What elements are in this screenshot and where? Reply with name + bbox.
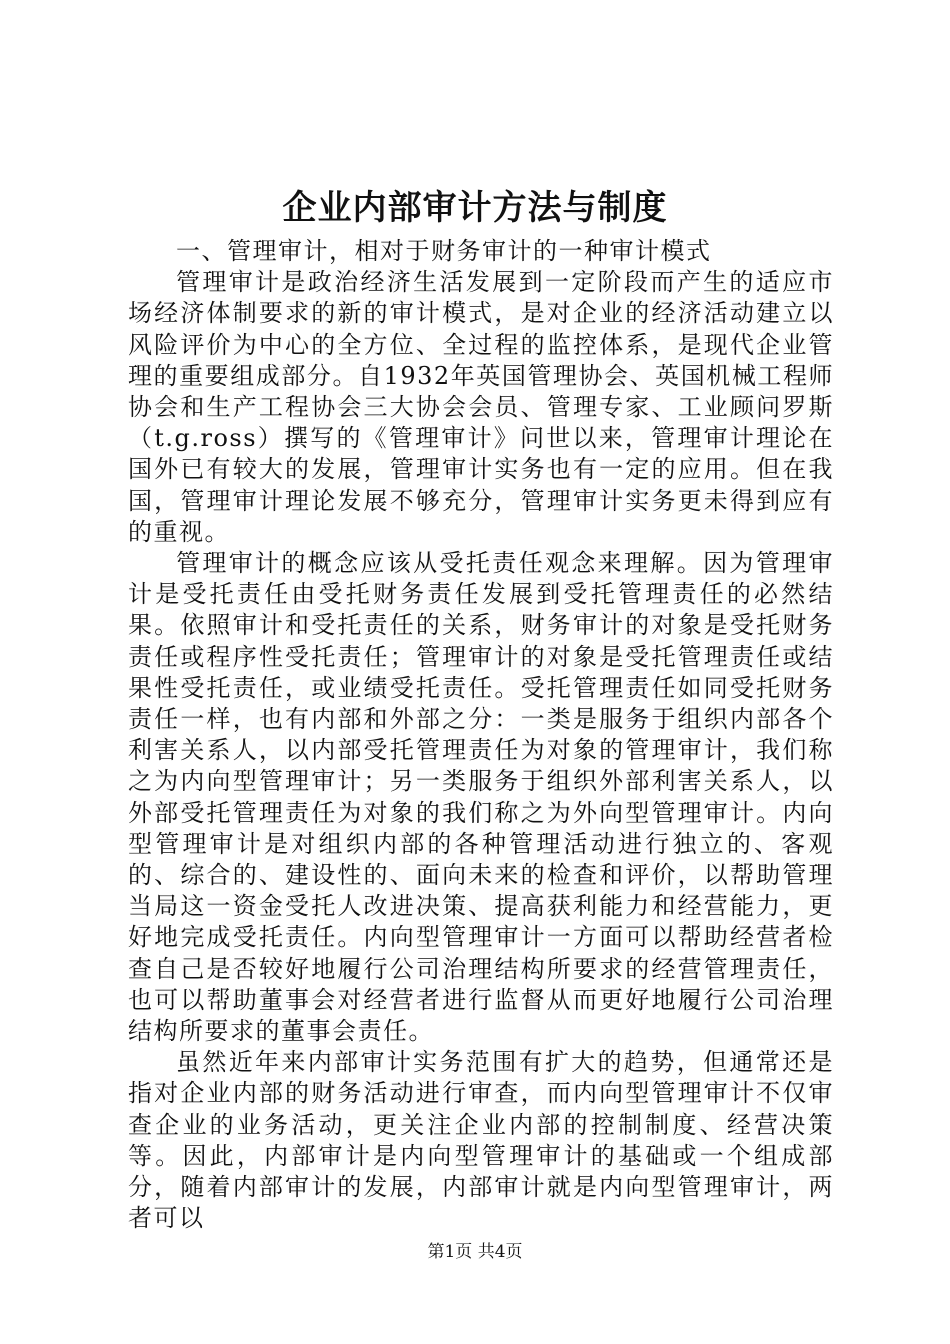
paragraph-3: 虽然近年来内部审计实务范围有扩大的趋势，但通常还是指对企业内部的财务活动进行审查，而内向型管理审计不仅审查企业的业务活动，更关注企业内部的控制制度、经营决策等。因此，内部审计是内向型管理审计的基础或一个组成部分，随着内部审计的发展，内部审计就是内向型管理审计，两者可以	[128, 1048, 834, 1233]
page-footer: 第1页 共4页	[427, 1242, 523, 1262]
document-title: 企业内部审计方法与制度	[282, 188, 668, 228]
section-heading: 一、管理审计，相对于财务审计的一种审计模式	[176, 237, 712, 265]
paragraph-1: 管理审计是政治经济生活发展到一定阶段而产生的适应市场经济体制要求的新的审计模式，是对企业的经济活动建立以风险评价为中心的全方位、全过程的监控体系，是现代企业管理的重要组成部分。自1932年英国管理协会、英国机械工程师协会和生产工程协会三大协会会员、管理专家、工业顾问罗斯（t.g.ross）撰写的《管理审计》问世以来，管理审计理论在国外已有较大的发展，管理审计实务也有一定的应用。但在我国，管理审计理论发展不够充分，管理审计实务更未得到应有的重视。	[128, 268, 834, 546]
document-body	[128, 236, 834, 1235]
paragraph-2: 管理审计的概念应该从受托责任观念来理解。因为管理审计是受托责任由受托财务责任发展到受托管理责任的必然结果。依照审计和受托责任的关系，财务审计的对象是受托财务责任或程序性受托责任；管理审计的对象是受托管理责任或结果性受托责任，或业绩受托责任。受托管理责任如同受托财务责任一样，也有内部和外部之分：一类是服务于组织内部各个利害关系人，以内部受托管理责任为对象的管理审计，我们称之为内向型管理审计；另一类服务于组织外部利害关系人，以外部受托管理责任为对象的我们称之为外向型管理审计。内向型管理审计是对组织内部的各种管理活动进行独立的、客观的、综合的、建设性的、面向未来的检查和评价，以帮助管理当局这一资金受托人改进决策、提高获利能力和经营能力，更好地完成受托责任。内向型管理审计一方面可以帮助经营者检查自己是否较好地履行公司治理结构所要求的经营管理责任，也可以帮助董事会对经营者进行监督从而更好地履行公司治理结构所要求的董事会责任。	[128, 549, 834, 1046]
